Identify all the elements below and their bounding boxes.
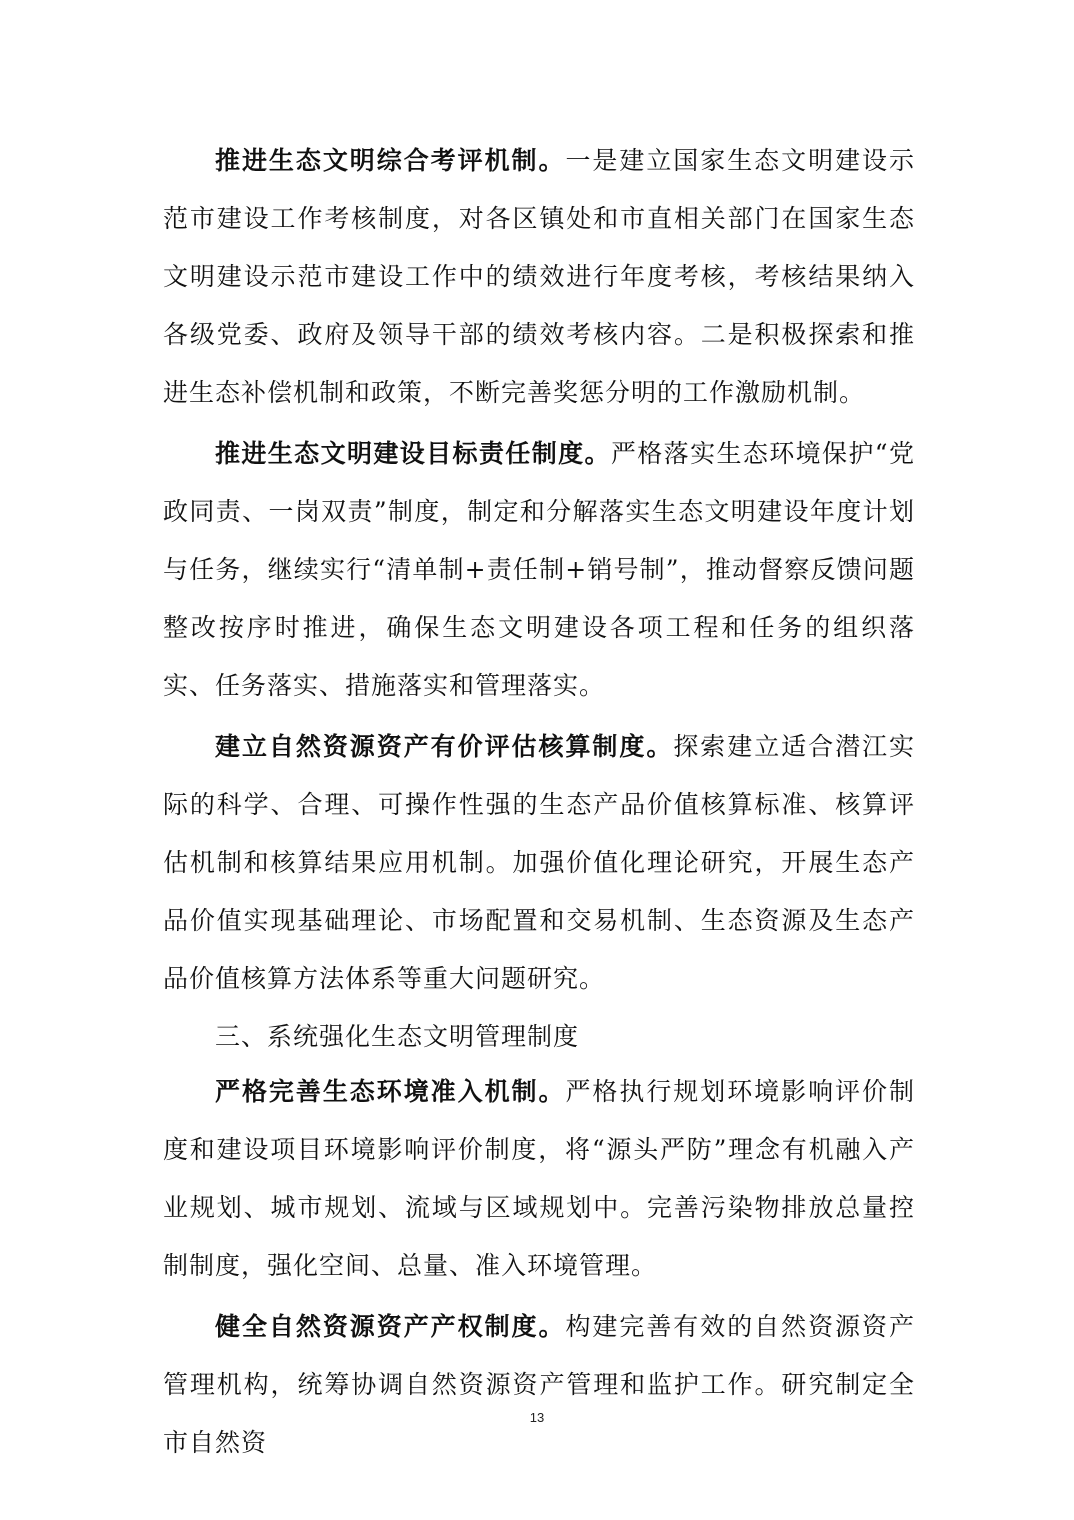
paragraph-target-responsibility — [163, 425, 915, 715]
page-content — [163, 132, 915, 1472]
section-heading: 三、系统强化生态文明管理制度 — [215, 1022, 580, 1051]
paragraph-asset-valuation — [163, 718, 915, 1008]
paragraph-body: 一是建立国家生态文明建设示范市建设工作考核制度，对各区镇处和市直相关部门在国家生态文明建设示范市建设工作中的绩效进行年度考核，考核结果纳入各级党委、政府及领导干部的绩效考核内容。二是积极探索和推进生态补偿机制和政策，不断完善奖惩分明的工作激励机制。 — [163, 146, 915, 407]
paragraph-lead: 推进生态文明建设目标责任制度。 — [215, 439, 611, 468]
page-number: 13 — [529, 1410, 545, 1425]
paragraph-body: 严格落实生态环境保护“党政同责、一岗双责”制度，制定和分解落实生态文明建设年度计划与任务，继续实行“清单制+责任制+销号制”，推动督察反馈问题整改按序时推进，确保生态文明建设各项工程和任务的组织落实、任务落实、措施落实和管理落实。 — [163, 439, 915, 700]
paragraph-body: 构建完善有效的自然资源资产管理机构，统筹协调自然资源资产管理和监护工作。研究制定全市自然资 — [163, 1312, 915, 1457]
paragraph-body: 探索建立适合潜江实际的科学、合理、可操作性强的生态产品价值核算标准、核算评估机制和核算结果应用机制。加强价值化理论研究，开展生态产品价值实现基础理论、市场配置和交易机制、生态资源及生态产品价值核算方法体系等重大问题研究。 — [163, 732, 915, 993]
paragraph-environmental-access — [163, 1063, 915, 1295]
paragraph-lead: 建立自然资源资产有价评估核算制度。 — [215, 732, 674, 761]
paragraph-lead: 严格完善生态环境准入机制。 — [215, 1077, 566, 1106]
paragraph-comprehensive-evaluation — [163, 132, 915, 422]
paragraph-lead: 健全自然资源资产产权制度。 — [215, 1312, 566, 1341]
paragraph-property-rights — [163, 1298, 915, 1472]
paragraph-body: 严格执行规划环境影响评价制度和建设项目环境影响评价制度，将“源头严防”理念有机融入产业规划、城市规划、流域与区域规划中。完善污染物排放总量控制制度，强化空间、总量、准入环境管理。 — [163, 1077, 915, 1280]
paragraph-lead: 推进生态文明综合考评机制。 — [215, 146, 566, 175]
